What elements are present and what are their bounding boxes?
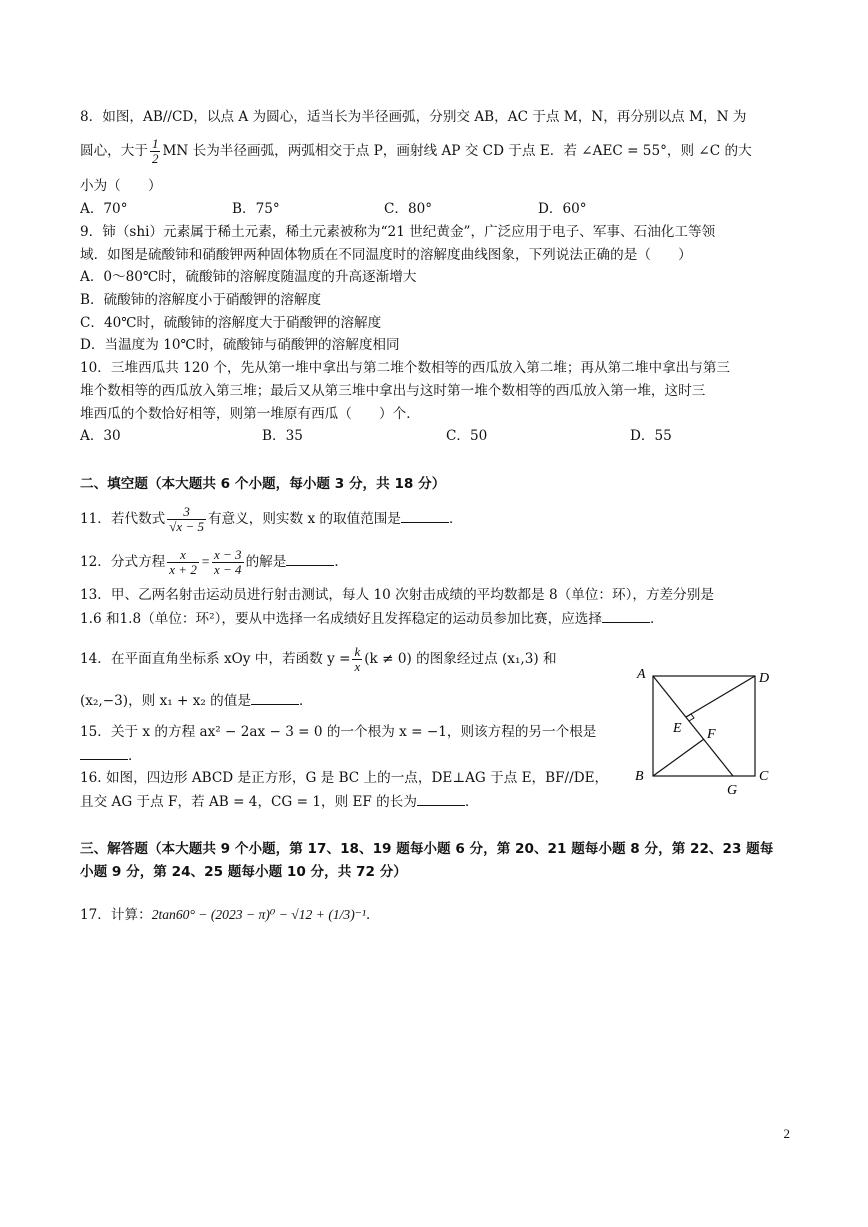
q10-option-a: A．30 [80,428,121,444]
q16-line1: 16. 如图，四边形 ABCD 是正方形，G 是 BC 上的一点，DE⊥AG 于点 E，BF//DE， [80,770,609,786]
section-3-heading-line1: 三、解答题（本大题共 9 个小题，第 17、18、19 题每小题 6 分，第 20、21 题每小题 8 分，第 22、23 题每 [80,841,774,857]
q11-den: √x − 5 [169,519,204,534]
q11-post: 有意义，则实数 x 的取值范围是 [207,511,401,527]
q14-num: k [354,644,361,659]
q8-line2-pre: 圆心，大于 [80,143,148,159]
q12-answer-blank[interactable] [286,551,334,566]
label-a: A [637,667,646,682]
q8-frac-num: 1 [151,136,159,151]
label-c: C [759,769,769,784]
q15-answer-blank[interactable] [80,745,128,760]
q14-end: ． [298,693,313,709]
q9-option-d: D．当温度为 10℃时，硫酸铈与硝酸钾的溶解度相同 [80,337,400,353]
q10-line1: 10．三堆西瓜共 120 个，先从第一堆中拿出与第二堆个数相等的西瓜放入第二堆；再从第二堆中拿出与第三 [80,360,731,376]
q11-num: 3 [167,505,206,520]
q8-option-b: B．75° [232,201,280,217]
q14-line2 [80,690,313,711]
q8-option-a: A．70° [80,201,128,217]
square-abcd [653,676,755,776]
label-f: F [707,727,716,742]
segment-de [686,676,755,717]
q13-line2 [80,608,664,629]
q9-line2: 域．如图是硫酸铈和硝酸钾两种固体物质在不同温度时的溶解度曲线图象，下列说法正确的是（ ） [80,247,692,263]
q17-expression: 2tan60° − (2023 − π)⁰ − √12 + (1/3)⁻¹ [151,907,366,922]
q14-answer-blank[interactable] [251,690,299,705]
q15-line1: 15．关于 x 的方程 ax² − 2ax − 3 = 0 的一个根为 x = −1，则该方程的另一个根是 [80,724,597,740]
q11-answer-blank[interactable] [401,508,449,523]
q13-end: ． [650,611,664,627]
q11 [80,505,463,534]
q12-right-fraction [212,548,244,577]
q8-option-d: D．60° [538,201,587,217]
right-angle-mark [686,714,694,721]
q15-line2 [80,745,142,766]
label-b: B [635,769,644,784]
q12-equals: = [200,554,211,569]
q14-line1-post: (k ≠ 0) 的图象经过点 (x₁,3) 和 [364,651,557,667]
section-2-heading: 二、填空题（本大题共 6 个小题，每小题 3 分，共 18 分） [80,476,446,492]
q9-option-c: C．40℃时，硫酸铈的溶解度大于硝酸钾的溶解度 [80,315,382,331]
q12-lden: x + 2 [169,562,197,577]
q16-line2-pre: 且交 AG 于点 F，若 AB = 4，CG = 1，则 EF 的长为 [80,794,417,810]
q14-line2-pre: (x₂,−3)，则 x₁ + x₂ 的值是 [80,693,251,709]
q17 [80,905,380,925]
q8-option-c: C．80° [384,201,433,217]
q8-line1: 8．如图，AB//CD，以点 A 为圆心，适当长为半径画弧，分别交 AB，AC 于点 M，N，再分别以点 M，N 为 [80,109,747,125]
q10-option-b: B．35 [262,428,303,444]
q8-frac-den: 2 [151,151,159,166]
q11-pre: 11．若代数式 [80,511,166,527]
q14-line1 [80,645,557,674]
q11-fraction [167,505,206,534]
q10-option-d: D．55 [630,428,672,444]
q12-lnum: x [167,548,199,563]
square-geometry-figure [625,660,785,800]
q17-pre: 17．计算： [80,907,152,923]
q10-line2: 堆个数相等的西瓜放入第三堆；最后又从第三堆中拿出与这时第一堆个数相等的西瓜放入第一堆，这时三 [80,383,706,399]
q14-line1-pre: 14．在平面直角坐标系 xOy 中，若函数 y = [80,651,351,667]
q16-end: ． [464,794,479,810]
label-d: D [759,671,770,686]
segment-ag [653,676,733,776]
label-e: E [673,721,682,736]
q14-den: x [354,659,361,674]
q14-fraction [352,645,362,674]
q12-end: ． [334,554,348,570]
q9-option-a: A．0～80℃时，硫酸铈的溶解度随温度的升高逐渐增大 [80,269,417,285]
q8-line3: 小为（ ） [80,178,162,194]
q13-line1: 13．甲、乙两名射击运动员进行射击测试，每人 10 次射击成绩的平均数都是 8（单位：环），方差分别是 [80,587,714,603]
q16-answer-blank[interactable] [417,791,465,806]
q9-line1: 9．铈（shi）元素属于稀土元素，稀土元素被称为“21 世纪黄金”，广泛应用于电子、军事、石油化工等领 [80,224,716,240]
q8-fraction [150,137,161,166]
q12-rnum: x − 3 [214,547,242,562]
q16-line2 [80,791,479,812]
q11-end: ． [449,511,463,527]
q8-line2 [80,137,752,166]
segment-bf [653,739,704,776]
q15-end: ． [128,748,142,764]
q13-answer-blank[interactable] [602,608,650,623]
q10-option-c: C．50 [446,428,488,444]
page-number: 2 [783,1126,790,1141]
section-3-heading-line2: 小题 9 分，第 24、25 题每小题 10 分，共 72 分） [80,864,407,880]
q13-line2-pre: 1.6 和1.8（单位：环²），要从中选择一名成绩好且发挥稳定的运动员参加比赛，应选择 [80,611,602,627]
q12-post: 的解是 [245,554,287,570]
q12-pre: 12．分式方程 [80,554,166,570]
q9-option-b: B．硫酸铈的溶解度小于硝酸钾的溶解度 [80,292,322,308]
q17-end: ． [366,907,380,923]
q10-line3: 堆西瓜的个数恰好相等，则第一堆原有西瓜（ ）个． [80,406,420,422]
q12 [80,548,348,577]
q12-rden: x − 4 [214,562,242,577]
q8-line2-post: MN 长为半径画弧，两弧相交于点 P，画射线 AP 交 CD 于点 E．若 ∠AEC = 55°，则 ∠C 的大 [162,143,752,159]
label-g: G [727,783,738,798]
q12-left-fraction [167,548,199,577]
